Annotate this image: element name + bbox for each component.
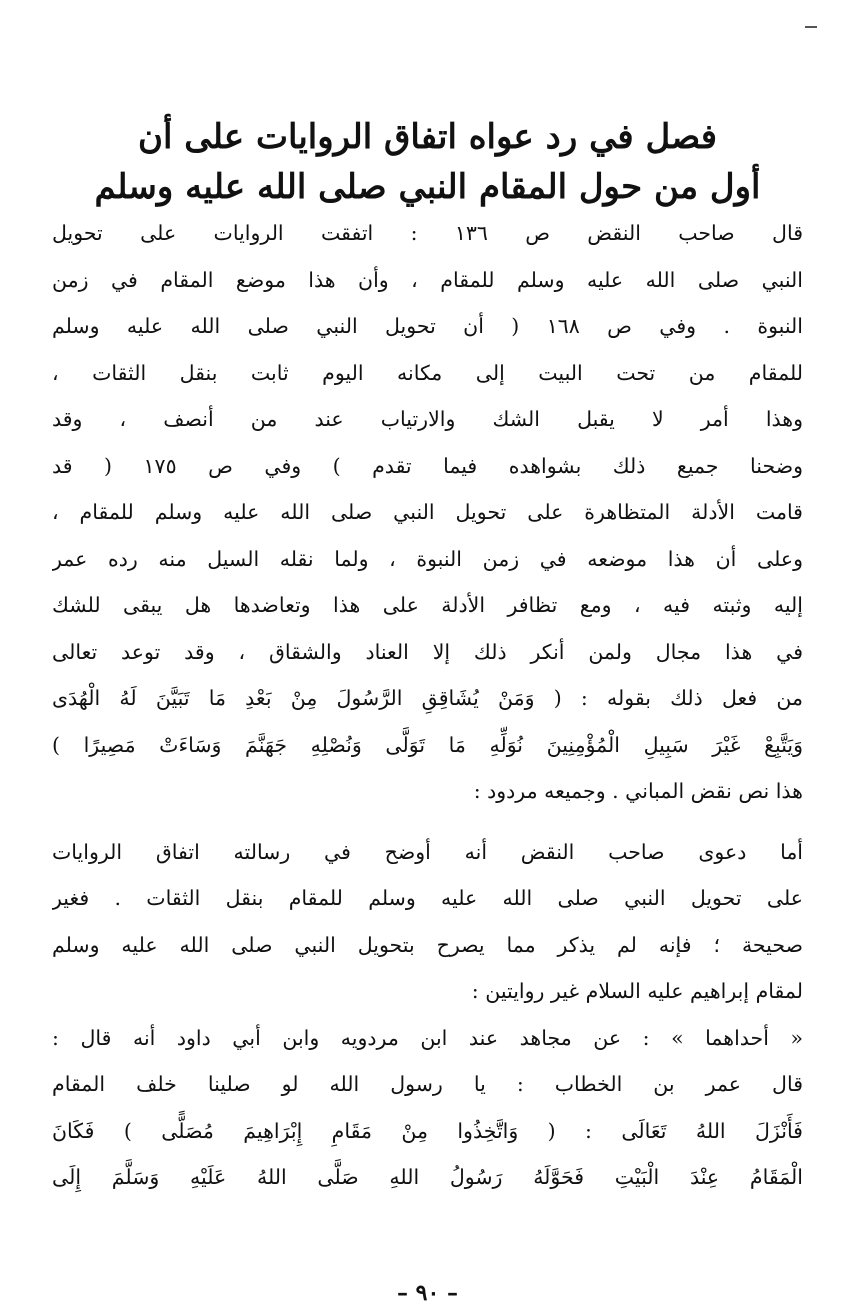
text-line: وضحنا جميع ذلك بشواهده فيما تقدم ) وفي ص ١٧٥ ( قد [52, 453, 803, 478]
body-text [52, 210, 803, 1201]
text-line: قال عمر بن الخطاب : يا رسول الله لو صلينا خلف المقام [52, 1072, 803, 1096]
chapter-title [60, 112, 795, 212]
corner-mark [805, 26, 817, 28]
text-line: « أحداهما » : عن مجاهد عند ابن مردويه وابن أبي داود أنه قال : [52, 1025, 803, 1050]
paragraph-1 [52, 210, 803, 815]
text-line: وعلى أن هذا موضعه في زمن النبوة ، ولما نقله السيل منه رده عمر [52, 546, 803, 571]
quran-verse-line: من فعل ذلك بقوله : ( وَمَنْ يُشَاقِقِ الرَّسُولَ مِنْ بَعْدِ مَا تَبَيَّنَ لَهُ الْهُدَى [52, 686, 803, 710]
text-line: قال صاحب النقض ص ١٣٦ : اتفقت الروايات على تحويل [52, 221, 803, 245]
text-line: لمقام إبراهيم عليه السلام غير روايتين : [471, 979, 803, 1003]
text-line: قامت الأدلة المتظاهرة على تحويل النبي صلى الله عليه وسلم للمقام ، [52, 500, 803, 524]
text-line: صحيحة ؛ فإنه لم يذكر مما يصرح بتحويل النبي صلى الله عليه وسلم [52, 932, 803, 957]
paragraph-2 [52, 829, 803, 1015]
paragraph-3 [52, 1015, 803, 1201]
text-line: هذا نص نقض المباني . وجميعه مردود : [473, 779, 803, 803]
text-line: على تحويل النبي صلى الله عليه وسلم للمقام بنقل الثقات . فغير [52, 886, 803, 910]
quran-verse-line: وَيَتَّبِعْ غَيْرَ سَبِيلِ الْمُؤْمِنِينَ نُوَلِّهِ مَا تَوَلَّى وَنُصْلِهِ جَهَنَّمَ وَسَاءَتْ مَصِيرًا ) [52, 732, 803, 757]
text-line: في هذا مجال ولمن أنكر ذلك إلا العناد والشقاق ، وقد توعد تعالى [52, 639, 803, 664]
text-line: النبوة . وفي ص ١٦٨ ( أن تحويل النبي صلى الله عليه وسلم [52, 314, 803, 338]
paragraph-gap [52, 815, 803, 829]
page-number: – ٩٠ – [397, 1280, 458, 1306]
text-line: وهذا أمر لا يقبل الشك والارتياب عند من أنصف ، وقد [52, 407, 803, 431]
quran-verse-line: فَأَنْزَلَ اللهُ تَعَالَى : ( وَاتَّخِذُوا مِنْ مَقَامِ إِبْرَاهِيمَ مُصَلًّى ) فَكَانَ [52, 1118, 803, 1143]
text-line: الْمَقَامُ عِنْدَ الْبَيْتِ فَحَوَّلَهُ رَسُولُ اللهِ صَلَّى اللهُ عَلَيْهِ وَسَلَّمَ إِلَى [52, 1165, 803, 1189]
text-line: أما دعوى صاحب النقض أنه أوضح في رسالته اتفاق الروايات [52, 839, 803, 864]
title-line-2: أول من حول المقام النبي صلى الله عليه وسلم [94, 167, 761, 207]
text-line: النبي صلى الله عليه وسلم للمقام ، وأن هذا موضع المقام في زمن [52, 267, 803, 292]
text-line: للمقام من تحت البيت إلى مكانه اليوم ثابت بنقل الثقات ، [52, 360, 803, 385]
text-line: إليه وثبته فيه ، ومع تظافر الأدلة على هذا وتعاضدها هل يبقى للشك [52, 593, 803, 617]
title-line-1: فصل في رد عواه اتفاق الروايات على أن [137, 117, 717, 157]
